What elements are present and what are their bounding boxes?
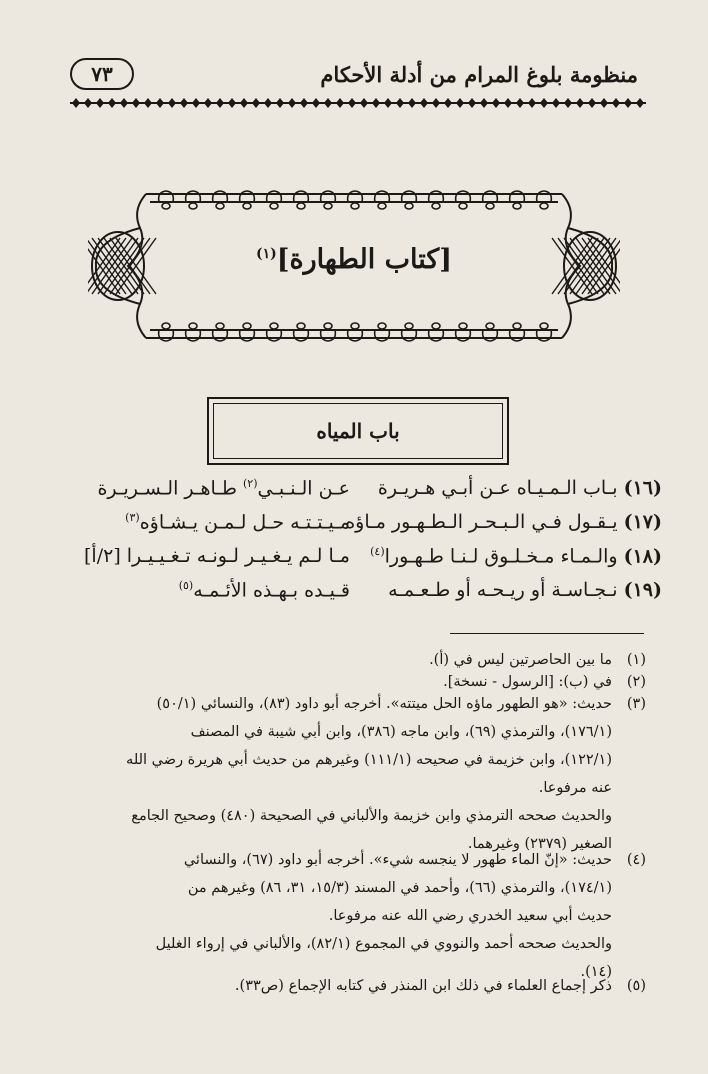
footnote	[62, 972, 646, 1000]
footnote-text: ما بين الحاصرتين ليس في (أ).	[429, 652, 612, 668]
verse-number: (١٧)	[623, 511, 662, 533]
verse-text: والـمـاء مـخـلـوق لـنـا طـهـورا	[384, 545, 618, 568]
footnote-separator	[450, 633, 644, 634]
manuscript-folio-marker: [٢/أ]	[84, 545, 127, 567]
footnote-ref: (٥)	[178, 579, 194, 592]
footnote-text: (١٢٢/١)، وابن خزيمة في صحيحه (١١١/١) وغيرهم من حديث أبي هريرة رضي الله	[126, 752, 612, 768]
verse-second-hemistich	[60, 579, 350, 613]
footnote-number: (٣)	[626, 696, 646, 712]
footnote-ref: (٣)	[125, 511, 140, 524]
verse-text: نـجـاسـة أو ريـحـه أو طـعـمـه	[388, 579, 618, 601]
verse-first-hemistich	[362, 579, 662, 613]
footnote-text: حديث أبي سعيد الخدري رضي الله عنه مرفوعا.	[328, 908, 612, 924]
running-title: منظومة بلوغ المرام من أدلة الأحكام	[320, 62, 638, 87]
verse-text: بـاب الـمـيـاه عـن أبـي هـريـرة	[377, 477, 618, 499]
verse-first-hemistich	[362, 545, 662, 579]
verse-second-hemistich	[60, 477, 350, 511]
verse-number: (١٦)	[623, 477, 662, 499]
header-dotted-rule	[70, 94, 646, 112]
page-number: ٧٣	[70, 58, 134, 90]
verse-first-hemistich	[362, 477, 662, 511]
footnote-text: حديث: «هو الطهور ماؤه الحل ميتته». أخرجه أبو داود (٨٣)، والنسائي (٥٠/١)	[156, 696, 612, 712]
verse-text: قـيـده بـهـذه الأئـمـه	[193, 579, 350, 602]
chapter-heading: باب المياه	[213, 403, 503, 459]
footnote-number: (٢)	[626, 674, 646, 690]
footnote	[62, 846, 646, 986]
book-title-text: [كتاب الطهارة]	[276, 244, 453, 275]
book-title	[180, 244, 528, 275]
verse-number: (١٨)	[623, 545, 662, 568]
verse-text: عـن الـنـبـي	[257, 477, 350, 500]
footnote	[62, 690, 646, 858]
verse-text: مـا لـم يـغـيـر لـونـه تـغـيـيـرا	[126, 545, 350, 567]
verse-second-hemistich	[60, 545, 350, 579]
footnote-number: (١)	[626, 652, 646, 668]
footnote-text: والحديث صححه أحمد والنووي في المجموع (٨٢/١)، والألباني في إرواء الغليل	[155, 936, 612, 952]
verse-text: يـقـول فـي الـبـحـر الـطـهـور مـاؤه	[345, 511, 618, 533]
footnote-number: (٥)	[626, 978, 646, 994]
footnote-text: حديث: «إنّ الماء طهور لا ينجسه شيء». أخرجه أبو داود (٦٧)، والنسائي	[183, 852, 612, 868]
footnote-text: والحديث صححه الترمذي وابن خزيمة والألباني في الصحيحة (٤٨٠) وصحيح الجامع	[131, 808, 612, 824]
footnote-number: (٤)	[626, 852, 646, 868]
footnote-text: (١٧٤/١)، والترمذي (٦٦)، وأحمد في المسند (١٥/٣، ٣١، ٨٦) وغيرهم من	[187, 880, 612, 896]
footnote-text: عنه مرفوعا.	[538, 780, 612, 796]
footnote-text: في (ب): [الرسول - نسخة].	[443, 674, 612, 690]
footnote-ref: (٢)	[243, 477, 258, 490]
footnote-text: (١٤).	[580, 964, 612, 980]
verse-text-tail: طـاهـر الـسـريـرة	[97, 477, 243, 500]
verse-first-hemistich	[345, 511, 662, 545]
footnote-text: الصغير (٢٣٧٩) وغيرهما.	[467, 836, 612, 852]
footnote-ref: (٤)	[370, 545, 385, 558]
book-title-footnote-ref: (١)	[255, 246, 277, 262]
verse-number: (١٩)	[623, 579, 662, 601]
footnote-text: ذكر إجماع العلماء في ذلك ابن المنذر في كتابه الإجماع (ص٣٣).	[234, 978, 612, 994]
verse-text: مـيـتـتـه حـل لـمـن يـشـاؤه	[139, 511, 350, 534]
verse-second-hemistich	[60, 511, 350, 545]
footnote-text: (١٧٦/١)، والترمذي (٦٩)، وابن ماجه (٣٨٦)، وابن أبي شيبة في المصنف	[190, 724, 612, 740]
